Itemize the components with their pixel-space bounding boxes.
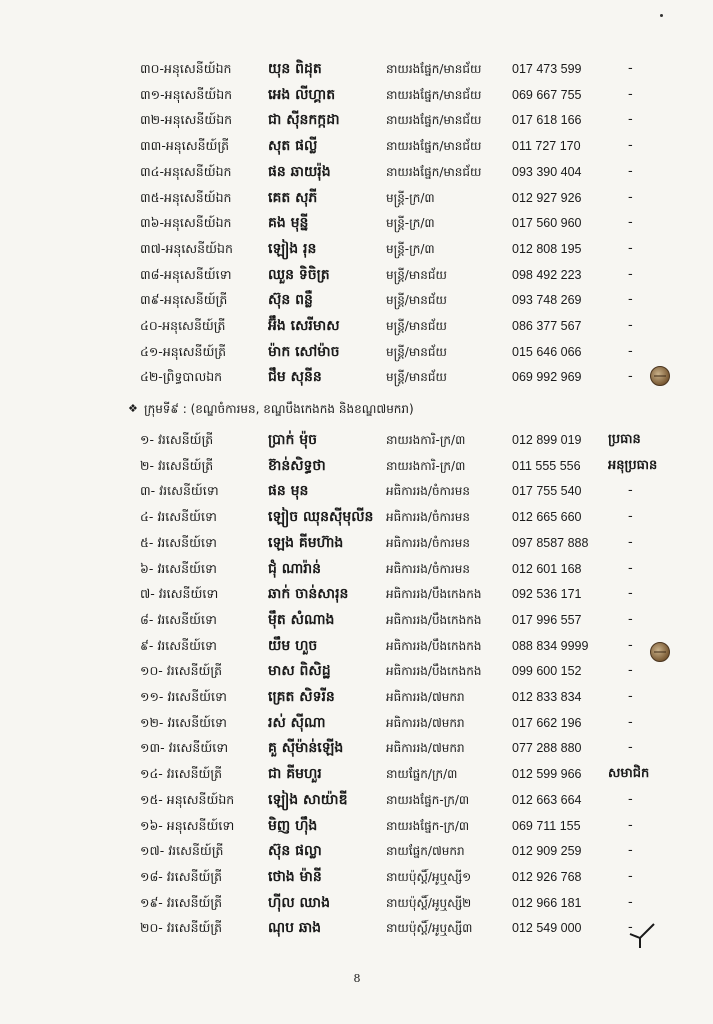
rank-cell: ៤១-អនុសេនីយ៍ត្រី (140, 343, 227, 359)
role-cell: - (628, 483, 633, 499)
phone-cell: 099 600 152 (512, 664, 582, 679)
phone-cell: 017 473 599 (512, 62, 582, 76)
table-row (0, 479, 713, 503)
handwritten-mark-icon (628, 920, 658, 950)
position-cell: មន្ត្រី-ក្រ/៣ (386, 190, 435, 205)
role-cell: - (628, 791, 633, 807)
role-cell: អនុប្រធាន (608, 457, 658, 473)
role-cell: - (628, 61, 633, 76)
rank-cell: ១៩- វរសេនីយ៍ត្រី (140, 894, 223, 910)
table-row (0, 916, 713, 940)
table-row (0, 891, 713, 915)
rank-cell: ៣៧-អនុសេនីយ៍ឯក (140, 240, 233, 256)
role-cell: - (628, 740, 633, 756)
role-cell: - (628, 86, 633, 102)
phone-cell: 017 618 166 (512, 113, 582, 128)
name-cell: ម៉ឹត សំណាង (268, 611, 335, 628)
role-cell: - (628, 369, 633, 385)
rank-cell: ៣- វរសេនីយ៍ទោ (140, 483, 219, 499)
rank-cell: ២- វរសេនីយ៍ត្រី (140, 457, 214, 473)
phone-cell: 011 555 556 (512, 458, 581, 473)
position-cell: មន្ត្រី/មានជ័យ (386, 344, 447, 359)
rank-cell: ១១- វរសេនីយ៍ទោ (140, 689, 227, 704)
diamond-bullet-icon: ❖ (128, 402, 138, 415)
position-cell: អធិការរង/៧មករា (386, 690, 465, 704)
name-cell: ប្រាក់ ម៉ុច (268, 432, 318, 448)
name-cell: ឈួន ទិចិត្រ (268, 266, 330, 283)
rank-cell: ៤០-អនុសេនីយ៍ត្រី (140, 318, 226, 333)
phone-cell: 012 899 019 (512, 433, 582, 447)
position-cell: មន្ត្រី/មានជ័យ (386, 293, 447, 308)
rank-cell: ១០- វរសេនីយ៍ត្រី (140, 663, 223, 679)
table-row (0, 314, 713, 338)
table-row (0, 634, 713, 658)
role-cell: - (628, 611, 633, 627)
role-cell: - (628, 138, 633, 154)
round-seal-icon (650, 366, 670, 386)
position-cell: នាយផ្នែក/ក្រ/៣ (386, 767, 458, 782)
rank-cell: ៣៥-អនុសេនីយ៍ឯក (140, 189, 232, 205)
name-cell: ឆាក់ ចាន់សារុន (268, 586, 349, 603)
phone-cell: 012 927 926 (512, 190, 582, 205)
name-cell: ឡេង គីមហ៊ាង (268, 534, 344, 551)
role-cell: - (628, 920, 633, 936)
table-row (0, 365, 713, 389)
position-cell: អធិការរង/ចំការមន (386, 510, 471, 525)
position-cell: នាយរងផ្នែក-ក្រ/៣ (386, 792, 470, 807)
rank-cell: ៣៤-អនុសេនីយ៍ឯក (140, 163, 232, 179)
position-cell: នាយរងផ្នែក/មានជ័យ (386, 164, 482, 179)
table-row (0, 557, 713, 581)
name-cell: យុន ពិដុត (268, 61, 322, 77)
name-cell: ថោង ម៉ានី (268, 868, 322, 885)
table-row (0, 865, 713, 889)
phone-cell: 097 8587 888 (512, 535, 589, 550)
table-row (0, 263, 713, 287)
phone-cell: 017 560 960 (512, 216, 582, 231)
name-cell: មិញ ហ៊ឹង (268, 817, 318, 834)
role-cell: - (628, 868, 633, 884)
table-row (0, 57, 713, 81)
name-cell: ជុំ ណារ៉ាន់ (268, 560, 322, 577)
name-cell: គួ សុីម៉ាន់ឡើង (268, 740, 344, 757)
table-row (0, 711, 713, 735)
rank-cell: ៣៣-អនុសេនីយ៍ត្រី (140, 138, 230, 154)
name-cell: ផន មុន (268, 483, 309, 500)
name-cell: អេង លីហ្គាត (268, 86, 336, 103)
role-cell: - (628, 189, 633, 205)
phone-cell: 017 662 196 (512, 715, 582, 730)
name-cell: ជា សុីនកក្កដា (268, 112, 340, 129)
position-cell: អធិការរង/ចំការមន (386, 484, 471, 499)
phone-cell: 012 966 181 (512, 895, 582, 910)
position-cell: នាយរងការិ-ក្រ/៣ (386, 433, 466, 447)
position-cell: នាយប៉ុស្តិ៍/អូឬស្សី១ (386, 869, 472, 884)
role-cell: - (628, 509, 633, 525)
rank-cell: ៨- វរសេនីយ៍ទោ (140, 611, 217, 627)
role-cell: - (628, 637, 633, 653)
role-cell: - (628, 663, 633, 679)
table-row (0, 505, 713, 529)
role-cell: - (628, 112, 633, 128)
name-cell: គេត សុភី (268, 189, 318, 206)
rank-cell: ៣៦-អនុសេនីយ៍ឯក (140, 215, 232, 231)
rank-cell: ១- វរសេនីយ៍ត្រី (140, 432, 214, 447)
table-row (0, 237, 713, 261)
phone-cell: 012 663 664 (512, 792, 582, 807)
role-cell: ប្រធាន (608, 432, 641, 447)
table-row (0, 685, 713, 709)
table-row (0, 160, 713, 184)
role-cell: - (628, 215, 633, 231)
table-row (0, 428, 713, 452)
role-cell: - (628, 586, 633, 602)
phone-cell: 015 646 066 (512, 344, 582, 359)
role-cell: - (628, 266, 633, 282)
name-cell: មាស ពិសិដ្ឋ (268, 663, 331, 680)
table-row (0, 83, 713, 107)
position-cell: នាយប៉ុស្តិ៍/អូឬស្សី២ (386, 895, 472, 910)
rank-cell: ៣៨-អនុសេនីយ៍ទោ (140, 266, 232, 282)
name-cell: ជឹម សុនីន (268, 369, 322, 386)
name-cell: អ៊ឹង សេរីមាស (268, 318, 340, 334)
name-cell: ឡៀង រុន (268, 240, 317, 257)
rank-cell: ១៥- អនុសេនីយ៍ឯក (140, 791, 235, 807)
role-cell: - (628, 843, 633, 859)
phone-cell: 012 909 259 (512, 844, 582, 859)
name-cell: សុត ផល្លី (268, 138, 318, 155)
position-cell: នាយរងផ្នែក-ក្រ/៣ (386, 818, 470, 833)
position-cell: នាយរងផ្នែក/មានជ័យ (386, 113, 482, 128)
position-cell: នាយរងការិ-ក្រ/៣ (386, 458, 466, 473)
position-cell: នាយរងផ្នែក/មានជ័យ (386, 139, 482, 154)
phone-cell: 012 599 966 (512, 767, 582, 782)
position-cell: មន្ត្រី/មានជ័យ (386, 319, 447, 333)
table-row (0, 788, 713, 812)
position-cell: អធិការរង/បឹងកេងកង (386, 612, 482, 627)
role-cell: - (628, 560, 633, 576)
position-cell: នាយរងផ្នែក/មានជ័យ (386, 62, 482, 76)
name-cell: ផន ឆាយរ៉ុង (268, 163, 331, 180)
table-row (0, 134, 713, 158)
name-cell: ជា គីមហួរ (268, 766, 322, 783)
phone-cell: 012 808 195 (512, 241, 582, 256)
rank-cell: ៤២-ព្រិទ្ធបាលឯក (140, 369, 223, 385)
table-row (0, 839, 713, 863)
phone-cell: 092 536 171 (512, 587, 582, 602)
table-row (0, 736, 713, 760)
table-row (0, 186, 713, 210)
position-cell: នាយប៉ុស្តិ៍/អូឬស្សី៣ (386, 921, 473, 936)
phone-cell: 017 996 557 (512, 612, 582, 627)
phone-cell: 086 377 567 (512, 319, 582, 333)
phone-cell: 012 549 000 (512, 921, 582, 936)
table-row (0, 108, 713, 132)
role-cell: - (628, 534, 633, 550)
phone-cell: 011 727 170 (512, 139, 581, 154)
name-cell: ខ៊ាន់សិទ្ធថា (268, 457, 326, 474)
role-cell: សមាជិក (608, 766, 650, 782)
name-cell: ស៊ុន ផល្លា (268, 843, 322, 860)
rank-cell: ៤- វរសេនីយ៍ទោ (140, 509, 217, 525)
role-cell: - (628, 163, 633, 179)
table-row (0, 531, 713, 555)
phone-cell: 017 755 540 (512, 484, 582, 499)
table-row (0, 454, 713, 478)
name-cell: ស៊ុន ពន្លឺ (268, 292, 313, 309)
rank-cell: ១៨- វរសេនីយ៍ត្រី (140, 868, 223, 884)
rank-cell: ៣១-អនុសេនីយ៍ឯក (140, 86, 233, 102)
rank-cell: ១២- វរសេនីយ៍ទោ (140, 714, 227, 730)
position-cell: អធិការរង/បឹងកេងកង (386, 587, 482, 602)
position-cell: អធិការរង/បឹងកេងកង (386, 664, 482, 679)
name-cell: គ្រេត សិទរីន (268, 689, 335, 705)
position-cell: អធិការរង/បឹងកេងកង (386, 638, 482, 653)
phone-cell: 069 992 969 (512, 370, 582, 385)
position-cell: អធិការរង/៧មករា (386, 715, 465, 730)
role-cell: - (628, 894, 633, 910)
group-header (128, 399, 688, 419)
name-cell: ហ៊ីល ឈាង (268, 894, 330, 911)
rank-cell: ១៦- អនុសេនីយ៍ទោ (140, 817, 235, 833)
position-cell: អធិការរង/៧មករា (386, 741, 465, 756)
phone-cell: 069 711 155 (512, 818, 581, 833)
rank-cell: ១៣- វរសេនីយ៍ទោ (140, 740, 229, 756)
phone-cell: 093 390 404 (512, 164, 582, 179)
role-cell: - (628, 292, 633, 308)
name-cell: គង មុន្នី (268, 215, 309, 232)
role-cell: - (628, 817, 633, 833)
phone-cell: 012 601 168 (512, 561, 582, 576)
position-cell: មន្ត្រី/មានជ័យ (386, 370, 447, 385)
position-cell: អធិការរង/ចំការមន (386, 535, 471, 550)
rank-cell: ៣៩-អនុសេនីយ៍ត្រី (140, 292, 228, 308)
name-cell: ឡៀង សាយ៉ាឌី (268, 791, 348, 808)
position-cell: មន្ត្រី-ក្រ/៣ (386, 241, 435, 256)
name-cell: យឹម ហួច (268, 637, 318, 654)
table-row (0, 608, 713, 632)
group-title: ក្រុមទី៩ : (ខណ្ឌចំការមន, ខណ្ឌបឹងកេងកង និងខណ្ឌ៧មករា) (144, 402, 414, 416)
phone-cell: 012 665 660 (512, 510, 582, 525)
rank-cell: ៥- វរសេនីយ៍ទោ (140, 534, 217, 550)
rank-cell: ៦- វរសេនីយ៍ទោ (140, 560, 217, 576)
role-cell: - (628, 318, 633, 333)
name-cell: ម៉ាក សៅម៉ាច (268, 343, 340, 360)
rank-cell: ២០- វរសេនីយ៍ត្រី (140, 920, 223, 936)
role-cell: - (628, 343, 633, 359)
rank-cell: ១៧- វរសេនីយ៍ត្រី (140, 843, 224, 859)
name-cell: ណុប ឆាង (268, 920, 322, 937)
rank-cell: ១៤- វរសេនីយ៍ត្រី (140, 766, 223, 782)
rank-cell: ៧- វរសេនីយ៍ទោ (140, 586, 219, 602)
phone-cell: 069 667 755 (512, 87, 582, 102)
table-row (0, 211, 713, 235)
position-cell: នាយផ្នែក/៧មករា (386, 844, 465, 859)
phone-cell: 088 834 9999 (512, 638, 589, 653)
table-row (0, 582, 713, 606)
position-cell: មន្ត្រី/មានជ័យ (386, 267, 447, 282)
position-cell: នាយរងផ្នែក/មានជ័យ (386, 87, 482, 102)
role-cell: - (628, 689, 633, 704)
round-seal-icon (650, 642, 670, 662)
table-row (0, 288, 713, 312)
phone-cell: 093 748 269 (512, 293, 582, 308)
position-cell: អធិការរង/ចំការមន (386, 561, 471, 576)
table-row (0, 814, 713, 838)
rank-cell: ៣២-អនុសេនីយ៍ឯក (140, 112, 233, 128)
phone-cell: 077 288 880 (512, 741, 582, 756)
phone-cell: 012 926 768 (512, 869, 582, 884)
position-cell: មន្ត្រី-ក្រ/៣ (386, 216, 435, 231)
phone-cell: 012 833 834 (512, 690, 582, 704)
name-cell: រស់ សុីណា (268, 714, 326, 731)
page-number: 8 (353, 972, 361, 985)
table-row (0, 340, 713, 364)
table-row (0, 659, 713, 683)
table-row (0, 762, 713, 786)
rank-cell: ៣០-អនុសេនីយ៍ឯក (140, 61, 232, 76)
role-cell: - (628, 240, 633, 256)
phone-cell: 098 492 223 (512, 267, 582, 282)
paper-speck (660, 14, 663, 17)
role-cell: - (628, 714, 633, 730)
rank-cell: ៩- វរសេនីយ៍ទោ (140, 637, 217, 653)
name-cell: ឡៀច ឈុនសុីមុលីន (268, 509, 374, 526)
